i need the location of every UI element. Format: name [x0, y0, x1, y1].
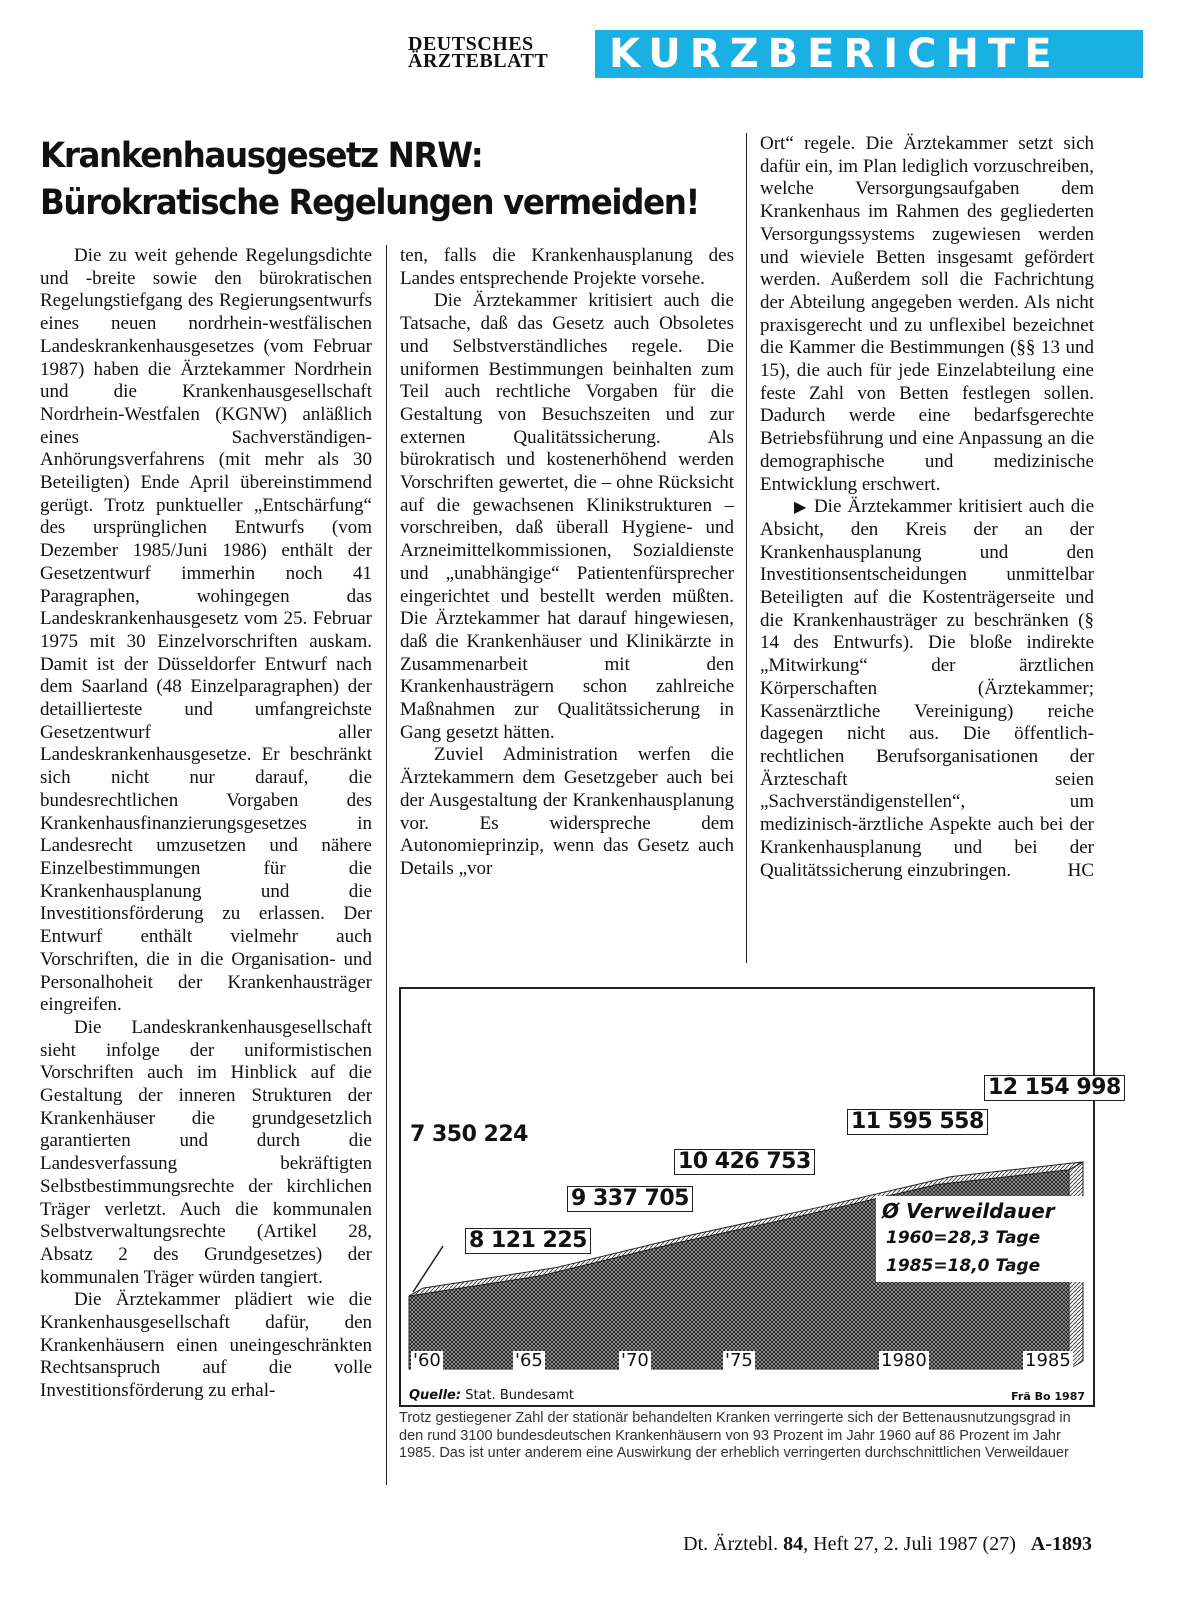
legend-title: Ø Verweildauer [882, 1199, 1055, 1223]
article-column-2 [400, 245, 734, 881]
page-footer [683, 1533, 1092, 1556]
volume-number: 84 [783, 1533, 804, 1555]
paragraph [760, 496, 1094, 882]
journal-abbrev: Dt. Ärztebl. [683, 1533, 779, 1555]
paragraph: ten, falls die Krankenhausplanung des Landes entsprechende Projekte vorsehe. [400, 245, 734, 289]
x-tick-label: '60 [413, 1350, 441, 1371]
legend-line: 1985=18,0 Tage [886, 1256, 1041, 1276]
column-divider [386, 245, 387, 1485]
chart-caption: Trotz gestiegener Zahl der stationär behandelten Kranken verringerte sich der Bettenausnutzungsgrad in den rund 3100 bundesdeutschen Krankenhäusern von 93 Prozent im Jahr 1960 auf 86 Prozent im Jahr 1985. Das ist unter anderem eine Auswirkung der erheblich verringerten durchschnittlichen Verweildauer [399, 1410, 1071, 1461]
journal-logo-line1: DEUTSCHES [408, 33, 534, 55]
data-label-1980: 11 595 558 [847, 1109, 988, 1135]
source-value: Stat. Bundesamt [465, 1388, 575, 1403]
label-pointer-line [413, 1246, 443, 1292]
article-column-3 [760, 133, 1094, 882]
article-title [40, 133, 760, 227]
section-banner: KURZBERICHTE [595, 30, 1143, 78]
headline-line2: Bürokratische Regelungen vermeiden! [40, 183, 700, 223]
x-tick-label: 1985 [1025, 1350, 1071, 1371]
author-signature: HC [1067, 859, 1094, 881]
page-number: A-1893 [1030, 1533, 1092, 1555]
x-tick-label: '65 [515, 1350, 543, 1371]
data-label-1970: 9 337 705 [567, 1186, 693, 1212]
x-tick-label: '70 [621, 1350, 649, 1371]
data-label-1985: 12 154 998 [984, 1075, 1125, 1101]
column-divider [746, 133, 747, 963]
legend-line: 1960=28,3 Tage [886, 1228, 1041, 1248]
chart-source [409, 1388, 574, 1403]
x-tick-label: 1980 [881, 1350, 927, 1371]
data-label-1960: 7 350 224 [410, 1122, 528, 1147]
hospital-patients-chart [399, 987, 1121, 1407]
data-label-1965: 8 121 225 [465, 1228, 591, 1254]
journal-logo-line2: ÄRZTEBLATT [408, 50, 549, 72]
paragraph: Die Landeskrankenhausgesellschaft sieht infolge der uniformistischen Vorschriften auch im Hinblick auf die Gestaltung der inneren Strukturen der Krankenhäuser die grundgesetzlich garantierten und durch die Landesverfassung bekräftigten Selbstbestimmungsrechte der kirchlichen Träger verletzt. Auch die kommunalen Selbstverwaltungsrechte (Artikel 28, Absatz 2 des Grundgesetzes) der kommunalen Träger würden tangiert. [40, 1016, 372, 1288]
headline-line1: Krankenhausgesetz NRW: [40, 136, 483, 176]
journal-logo [408, 33, 583, 72]
issue-info: , Heft 27, 2. Juli 1987 (27) [803, 1533, 1016, 1555]
source-label: Quelle: [409, 1388, 462, 1403]
triangle-arrow-icon: ▶ [794, 497, 808, 517]
paragraph-text: Die Ärztekammer kritisiert auch die Absicht, den Kreis der an der Krankenhausplanung und den Investitionsentscheidungen unmittelbar Beteiligten auf die Kostenträgerseite und die Krankenhausträger zu beschränken (§ 14 des Entwurfs). Die bloße indirekte „Mitwirkung“ der ärztlichen Körperschaften (Ärztekammer; Kassenärztliche Vereinigung) reiche dagegen nicht aus. Die öffentlich-rechtlichen Berufsorganisationen der Ärzteschaft seien „Sachverständigenstellen“, um medizinisch-ärztliche Aspekte auch bei der Krankenhausplanung und bei der Qualitätssicherung einzubringen. [760, 496, 1094, 881]
x-tick-label: '75 [725, 1350, 753, 1371]
chart-legend [876, 1196, 1086, 1282]
paragraph: Ort“ regele. Die Ärztekammer setzt sich dafür ein, im Plan lediglich vorzuschreiben, welche Versorgungsaufgaben dem Krankenhaus im Rahmen des gegliederten Versorgungssystems zugewiesen werden und wieviele Betten insgesamt gefördert werden. Außerdem soll die Fachrichtung der Abteilung angegeben werden. Als nicht praxisgerecht und zu unflexibel bezeichnet die Kammer die Bestimmungen (§§ 13 und 15), die auch für jede Einzelabteilung eine feste Zahl von Betten festlegen sollen. Dadurch werde eine bedarfsgerechte Betriebsführung und eine Anpassung an die demographische und medizinische Entwicklung erschwert. [760, 133, 1094, 495]
paragraph: Die Ärztekammer kritisiert auch die Tatsache, daß das Gesetz auch Obsoletes und Selbstverständliches regele. Die uniformen Bestimmungen beinhalten zum Teil auch rechtliche Vorgaben für die Gestaltung von Besuchszeiten und zur externen Qualitätssicherung. Als bürokratisch und kostenerhöhend werden Vorschriften gewertet, die – ohne Rücksicht auf die gewachsenen Klinikstrukturen – vorschreiben, daß überall Hygiene- und Arzneimittelkommissionen, Sozialdienste und „unabhängige“ Patientenfürsprecher eingerichtet und bestellt werden müßten. Die Ärztekammer hat darauf hingewiesen, daß die Krankenhäuser und Klinikärzte in Zusammenarbeit mit den Krankenhausträgern schon zahlreiche Maßnahmen zur Qualitätssicherung in Gang gesetzt hätten. [400, 290, 734, 743]
article-column-1 [40, 245, 372, 1403]
paragraph: Zuviel Administration werfen die Ärztekammern dem Gesetzgeber auch bei der Ausgestaltung der Krankenhausplanung vor. Es widerspreche dem Autonomieprinzip, wenn das Gesetz auch Details „vor [400, 744, 734, 879]
masthead [408, 30, 1148, 78]
paragraph: Die zu weit gehende Regelungsdichte und -breite sowie den bürokratischen Regelungstiefgang des Regierungsentwurfs eines neuen nordrhein-westfälischen Landeskrankenhausgesetzes (vom Februar 1987) haben die Ärztekammer Nordrhein und die Krankenhausgesellschaft Nordrhein-Westfalen (KGNW) anläßlich eines Sachverständigen-Anhörungsverfahrens (mit mehr als 30 Beteiligten) Ende April übereinstimmend gerügt. Trotz punktueller „Entschärfung“ des ursprünglichen Entwurfs (vom Dezember 1985/Juni 1986) enthält der Gesetzentwurf immerhin noch 41 Paragraphen, wohingegen das Landeskrankenhausgesetz vom 25. Februar 1975 mit 30 Einzelvorschriften auskam. Damit ist der Düsseldorfer Entwurf nach dem Saarland (48 Einzelparagraphen) der detaillierteste und umfangreichste Gesetzentwurf aller Landeskrankenhausgesetze. Er beschränkt sich nicht nur darauf, die bundesrechtlichen Vorgaben des Krankenhausfinanzierungsgesetzes in Landesrecht umzusetzen und nähere Einzelbestimmungen für die Krankenhausplanung und die Investitionsförderung zu erlassen. Der Entwurf enthält vielmehr auch Vorschriften, die in die Organisation- und Personalhoheit der Krankenhausträger eingreifen. [40, 245, 372, 1016]
chart-credit: Frä Bo 1987 [1011, 1390, 1085, 1403]
data-label-1975: 10 426 753 [674, 1149, 815, 1175]
paragraph: Die Ärztekammer plädiert wie die Krankenhausgesellschaft dafür, den Krankenhäusern einen uneingeschränkten Rechtsanspruch auf die volle Investitionsförderung zu erhal- [40, 1289, 372, 1402]
